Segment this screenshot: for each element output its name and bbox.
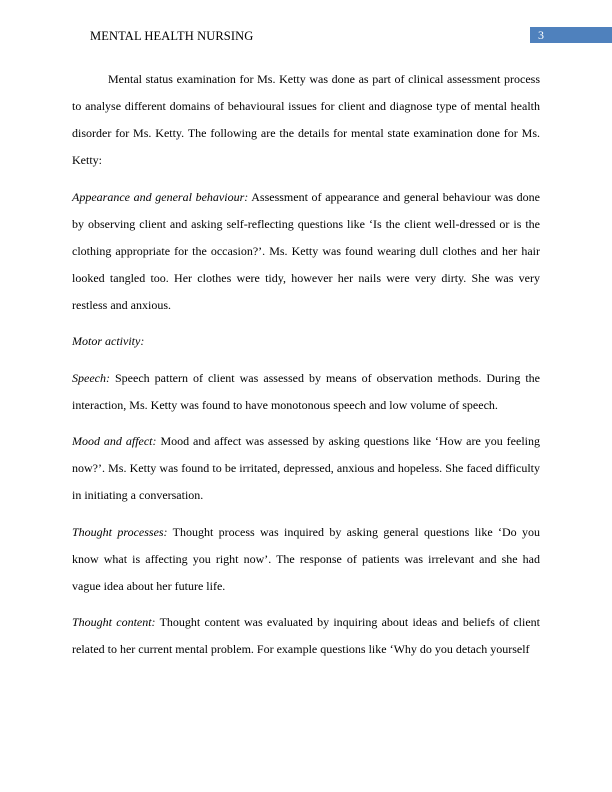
speech-text: Speech pattern of client was assessed by means of observation methods. During the interaction, Ms. Ketty was found to have monotonous speech and low volume of speech.	[72, 370, 540, 412]
appearance-text: Assessment of appearance and general behaviour was done by observing client and asking self-reflecting questions like ‘Is the client well-dressed or is the clothing appropriate for the occasion?’. Ms. Ketty was found wearing dull clothes and her hair looked tangled too. Her clothes were tidy, however her nails were very dirty. She was very restless and anxious.	[72, 189, 541, 312]
appearance-paragraph	[72, 184, 540, 319]
mood-affect-text: Mood and affect was assessed by asking questions like ‘How are you feeling now?’. Ms. Ketty was found to be irritated, depressed, anxious and hopeless. She faced difficulty in initiating a conversation.	[72, 434, 540, 502]
thought-processes-text: Thought process was inquired by asking general questions like ‘Do you know what is affecting you right now’. The response of patients was irrelevant and she had vague idea about her future life.	[72, 524, 541, 593]
speech-paragraph	[72, 365, 540, 419]
mood-affect-paragraph	[72, 428, 540, 509]
intro-paragraph	[72, 66, 540, 174]
page-number: 3	[538, 28, 544, 42]
appearance-label: Appearance and general behaviour:	[72, 189, 249, 204]
intro-paragraph-text: Mental status examination for Ms. Ketty was done as part of clinical assessment process to analyse different domains of behavioural issues for client and diagnose type of mental health disorder for Ms. Ketty. The following are the details for mental state examination done for Ms. Ketty:	[72, 72, 540, 167]
mood-affect-label: Mood and affect:	[72, 434, 157, 448]
running-header-title: MENTAL HEALTH NURSING	[90, 29, 254, 43]
document-body	[72, 66, 540, 673]
thought-content-label: Thought content:	[72, 615, 156, 629]
thought-processes-paragraph	[72, 519, 540, 600]
thought-processes-label: Thought processes:	[72, 524, 168, 539]
motor-activity-paragraph	[72, 328, 540, 355]
motor-activity-label: Motor activity:	[72, 334, 145, 348]
page-number-box	[530, 27, 612, 43]
thought-content-paragraph	[72, 609, 540, 663]
speech-label: Speech:	[72, 370, 110, 385]
thought-content-text: Thought content was evaluated by inquiring about ideas and beliefs of client related to her current mental problem. For example questions like ‘Why do you detach yourself	[72, 615, 540, 656]
